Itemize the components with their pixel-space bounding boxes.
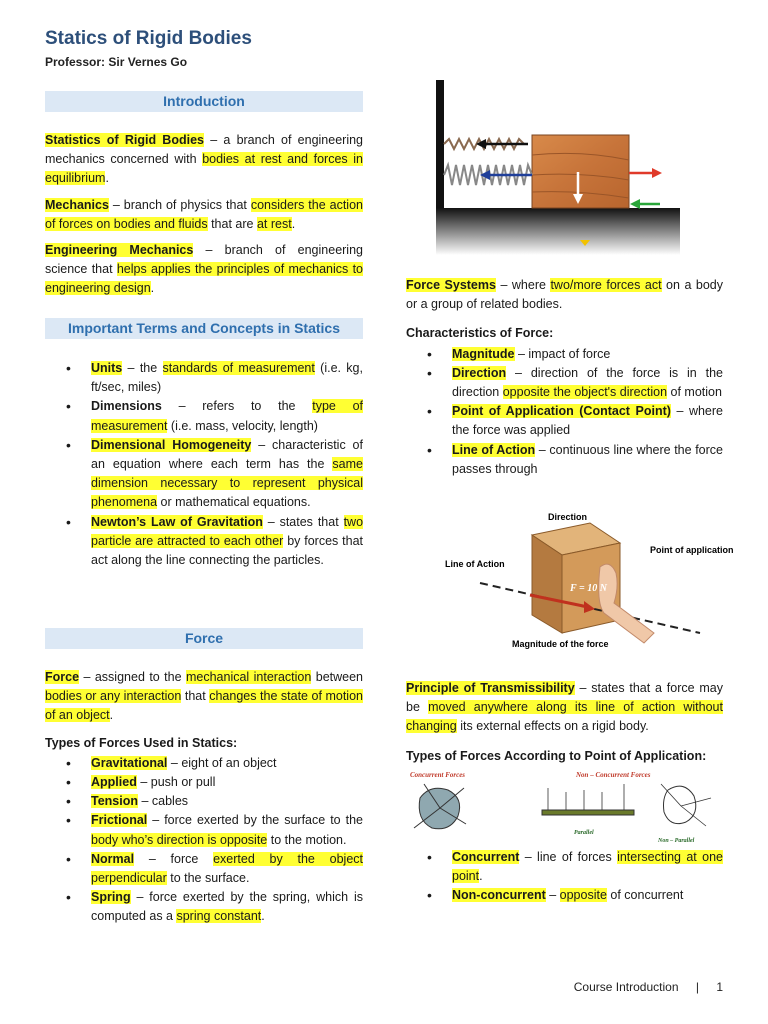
intro-block [45,131,363,306]
label-line-of-action: Line of Action [445,559,505,569]
section-force: Force [45,628,363,649]
mechanics-paragraph: Mechanics – branch of physics that considers the action of forces on bodies and fluids that are at rest. [45,197,363,231]
page-footer [574,980,723,994]
terms-list-block [45,359,363,570]
list-item: • Spring – force exerted by the spring, which is computed as a spring constant. [91,888,363,926]
label-parallel: Parallel [574,830,594,836]
concurrent-forces-figure [406,768,724,846]
list-item: • Newton’s Law of Gravitation – states that two particle are attracted to each other by forces that act along the line connecting the particles. [91,513,363,571]
concurrency-list [406,848,723,906]
section-terms: Important Terms and Concepts in Statics [45,318,363,339]
page-title: Statics of Rigid Bodies [45,28,252,49]
label-magnitude: Magnitude of the force [512,639,609,649]
section-introduction: Introduction [45,91,363,112]
engineering-mechanics-paragraph: Engineering Mechanics – branch of engineering science that helps applies the principles of mechanics to engineering design. [45,243,363,296]
spring-block-figure [432,80,684,255]
list-item: • Applied – push or pull [91,773,363,792]
list-item: • Direction – direction of the force is in the direction opposite the object's direction of motion [452,364,723,402]
force-types-list [45,754,363,927]
types-application-heading: Types of Forces According to Point of Application: [406,748,707,763]
label-non-concurrent-forces: Non – Concurrent Forces [576,771,651,779]
page-number: 1 [716,980,723,994]
force-systems-paragraph: Force Systems – where two/more forces act on a body or a group of related bodies. [406,278,723,312]
force-characteristics-figure [440,505,734,665]
force-definition: Force – assigned to the mechanical interaction between bodies or any interaction that changes the state of motion of an object. [45,670,364,723]
footer-separator: | [695,980,699,994]
list-item: • Line of Action – continuous line where the force passes through [452,441,723,479]
list-item: • Normal – force exerted by the object perpendicular to the surface. [91,850,363,888]
label-non-parallel: Non – Parallel [658,838,695,844]
footer-label: Course Introduction [573,980,679,994]
terms-list [45,359,363,570]
types-heading: Types of Forces Used in Statics: [45,735,238,750]
list-item: • Gravitational – eight of an object [91,754,363,773]
list-item: • Magnitude – impact of force [452,345,723,364]
label-direction: Direction [548,512,588,522]
transmissibility-paragraph: Principle of Transmissibility – states that a force may be moved anywhere along its line of action without changing its external effects on a rigid body. [406,681,723,734]
list-item: • Tension – cables [91,792,363,811]
list-item: • Point of Application (Contact Point) – where the force was applied [452,402,723,440]
right-bottom-block [406,679,723,767]
characteristics-list [406,345,723,479]
right-top-block [406,276,723,479]
list-item: • Units – the standards of measurement (i.e. kg, ft/sec, miles) [91,359,363,397]
label-force-value: F = 10 N [570,583,607,594]
intro-paragraph: Statistics of Rigid Bodies – a branch of engineering mechanics concerned with bodies at rest and forces in equilibrium. [45,133,363,186]
list-item: • Frictional – force exerted by the surface to the body who’s direction is opposite to the motion. [91,811,363,849]
force-block [45,668,363,927]
list-item: • Concurrent – line of forces intersecting at one point. [452,848,723,886]
list-item: • Dimensional Homogeneity – characteristic of an equation where each term has the same dimension necessary to represent physical phenomena or mathematical equations. [91,436,363,513]
professor-line: Professor: Sir Vernes Go [45,55,188,69]
list-item: • Non-concurrent – opposite of concurrent [452,886,723,905]
list-item: • Dimensions – refers to the type of measurement (i.e. mass, velocity, length) [91,397,363,435]
characteristics-heading: Characteristics of Force: [406,326,554,341]
label-concurrent-forces: Concurrent Forces [410,771,466,779]
concurrency-block [406,848,723,906]
label-point-of-application: Point of application [650,545,734,555]
